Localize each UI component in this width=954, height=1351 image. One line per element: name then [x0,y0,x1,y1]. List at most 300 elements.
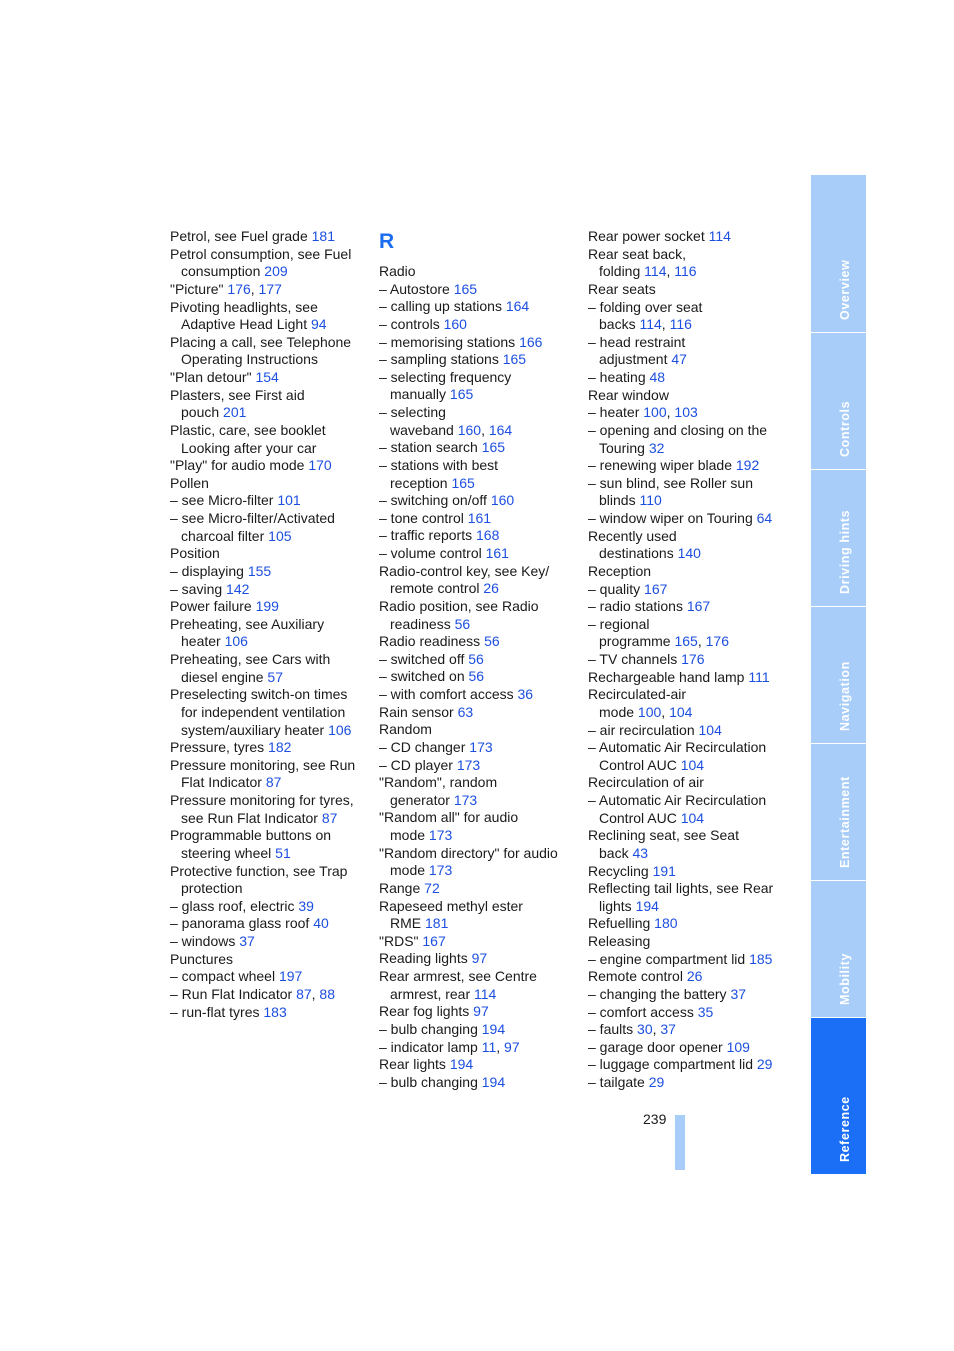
index-entry [588,792,788,827]
page-reference-link[interactable]: 176 [681,651,705,667]
index-term: Punctures [170,950,234,967]
index-entry [170,545,370,563]
page-reference-link[interactable]: 37 [660,1021,676,1038]
index-column-3 [588,228,788,1092]
index-term: Pressure, tyres [170,739,265,756]
page-reference-link[interactable]: 32 [648,439,665,456]
page-reference-link[interactable]: 180 [654,915,678,932]
index-term: – engine compartment lid [588,950,746,967]
page-reference-link[interactable]: 165 [451,474,475,491]
index-entry [588,669,788,687]
page-reference-link[interactable]: 35 [697,1003,714,1020]
index-entry [379,527,579,545]
index-entry [379,651,579,669]
index-term-continued: system/auxiliary heater [181,721,325,738]
page-reference-link[interactable]: 140 [677,545,701,562]
index-term-continued: back [599,844,629,861]
page-reference-link[interactable]: 164 [488,421,513,438]
index-entry [588,651,788,669]
index-entry [170,757,370,792]
index-entry [379,757,579,775]
index-term: Power failure [170,598,252,615]
index-entry [588,880,788,915]
page-reference-link[interactable]: 116 [669,316,692,333]
index-term: Random [379,721,432,738]
index-term: Protective function, see Trap [170,862,348,879]
index-entry [170,299,370,334]
page-reference-link[interactable]: 39 [298,897,314,914]
index-entry [379,263,579,281]
index-term-continued: mode [390,862,426,879]
page-reference-link[interactable]: 104 [669,703,693,720]
page-reference-link[interactable]: 165 [502,351,527,368]
index-entry [379,1074,579,1092]
index-term: Radio readiness [379,633,481,650]
index-term: – window wiper on Touring [588,510,753,526]
page-reference-link[interactable]: 114 [474,985,497,1002]
index-term-continued: armrest, rear [390,985,471,1002]
page-reference-link[interactable]: 167 [686,598,711,615]
page-reference-link[interactable]: 43 [632,844,649,861]
index-column-2 [379,228,579,1091]
tab-reference[interactable] [811,1018,866,1175]
index-term: Reading lights [379,950,468,967]
page-reference-link[interactable]: 154 [255,369,279,385]
index-entry [379,351,579,369]
index-entry [379,298,579,316]
tab-label: Reference [837,1096,852,1162]
index-term: "Play" for audio mode [170,457,305,474]
index-entry [170,422,370,457]
page-reference-link[interactable]: 111 [748,668,770,685]
page-reference-link[interactable]: 161 [485,545,509,561]
index-column-1 [170,228,370,1021]
page-reference-link[interactable]: 97 [471,950,488,967]
page-reference-link[interactable]: 36 [517,686,534,702]
tab-label: Mobility [837,952,852,1005]
index-term: Rear lights [379,1056,446,1073]
tab-driving-hints[interactable] [811,470,866,607]
tab-label: Overview [837,259,852,320]
index-term: – calling up stations [379,298,502,315]
index-term-continued: readiness [390,615,451,632]
page-reference-link[interactable]: 116 [674,263,697,280]
index-term: – see Micro-filter/Activated [170,510,335,526]
page-reference-link[interactable]: 29 [648,1074,665,1090]
page-reference-link[interactable]: 106 [328,721,352,738]
index-term-continued: waveband [390,421,454,438]
index-term: – luggage compartment lid [588,1056,753,1073]
index-term: Recycling [588,862,649,879]
index-term: "Random directory" for audio [379,844,558,861]
index-entry [588,774,788,792]
index-entry [170,792,370,827]
index-entry [379,898,579,933]
index-term: – see Micro-filter [170,492,274,509]
index-entry [588,528,788,563]
index-entry [170,739,370,757]
index-term: – TV channels [588,651,678,667]
index-entry [379,598,579,633]
index-entry [170,492,370,510]
page-reference-link[interactable]: 164 [505,298,530,315]
page-reference-link[interactable]: 170 [308,457,332,474]
index-term: Rain sensor [379,703,454,720]
tab-label: Entertainment [837,776,852,868]
index-term-continued: Touring [599,439,645,456]
index-entry [588,563,788,581]
tab-label: Driving hints [837,509,852,594]
page-reference-link[interactable]: 64 [756,510,773,526]
page-reference-link[interactable]: 165 [481,439,506,456]
index-term-continued: steering wheel [181,844,272,861]
index-term: – station search [379,439,478,456]
page-reference-link[interactable]: 192 [735,457,760,474]
index-term: – switching on/off [379,492,487,509]
index-term: Reclining seat, see Seat [588,827,739,844]
index-entry [588,387,788,405]
index-entry [170,686,370,739]
index-entry [588,915,788,933]
page-reference-link[interactable]: 51 [275,844,291,861]
page-reference-link[interactable]: 56 [468,668,485,685]
index-entry [379,704,579,722]
index-term: – with comfort access [379,686,514,702]
page-reference-link[interactable]: 88 [319,985,335,1002]
index-term: "Picture" [170,280,224,297]
page-reference-link[interactable]: 165 [453,280,478,297]
index-term: – selecting [379,404,446,420]
index-term: Placing a call, see Telephone [170,333,352,350]
index-entry [379,774,579,809]
page-reference-link[interactable]: 104 [680,809,705,826]
tab-mobility[interactable] [811,881,866,1018]
page-reference-link[interactable]: 11 [481,1038,497,1055]
page-reference-link[interactable]: 199 [255,598,279,615]
page-reference-link[interactable]: 191 [652,862,676,879]
index-term-continued: adjustment [599,351,668,368]
index-term-continued: consumption [181,263,261,280]
index-entry [170,369,370,387]
index-term: Radio-control key, see Key/ [379,562,550,579]
index-entry [379,845,579,880]
page-reference-link[interactable]: 37 [730,985,747,1002]
index-term: – run-flat tyres [170,1003,260,1020]
index-term: – CD changer [379,738,466,755]
index-term-continued: Control AUC [599,809,677,826]
page-reference-link[interactable]: 168 [476,527,500,544]
page-reference-link[interactable]: 160 [490,492,515,509]
index-term: Pressure monitoring for tyres, [170,792,354,808]
index-term: "Random all" for audio [379,809,519,826]
index-entry [588,1056,788,1074]
index-entry: – indicator lamp 11, 97 [379,1038,520,1055]
page-reference-link[interactable]: 87 [265,774,282,791]
index-entry [170,827,370,862]
page-reference-link[interactable]: 161 [467,509,492,526]
index-entry [588,334,788,369]
tab-label: Navigation [837,661,852,731]
page-reference-link[interactable]: 105 [268,527,292,544]
index-entry [379,880,579,898]
index-term: – regional [588,615,650,632]
index-term-continued: destinations [599,545,674,562]
index-term: – heater [588,404,640,421]
page-reference-link[interactable]: 30 [637,1021,653,1038]
index-entry [379,563,579,598]
page-reference-link[interactable]: 173 [428,827,453,843]
page-reference-link[interactable]: 197 [278,968,303,985]
index-term: Rear fog lights [379,1003,470,1020]
index-entry: "Picture" 176, 177 [170,280,282,297]
page-reference-link[interactable]: 166 [519,333,543,350]
index-term: – comfort access [588,1003,694,1020]
index-term: – switched on [379,668,465,685]
index-term-continued: reception [390,474,448,491]
index-entry [170,598,370,616]
index-entry [588,986,788,1004]
index-entry [170,246,370,281]
index-term: – quality [588,580,641,597]
index-entry [588,863,788,881]
page-reference-link[interactable]: 181 [425,915,449,932]
page-reference-link[interactable]: 173 [453,791,478,808]
page-reference-link[interactable]: 56 [468,650,484,667]
page-reference-link[interactable]: 103 [674,404,698,421]
index-entry [379,686,579,704]
page-reference-link[interactable]: 106 [224,633,248,650]
index-term: – renewing wiper blade [588,457,732,474]
index-entry [170,651,370,686]
page-reference-link[interactable]: 194 [449,1056,474,1073]
index-entry [379,950,579,968]
index-entry: – faults 30, 37 [588,1021,676,1038]
page-reference-link[interactable]: 114 [708,228,731,244]
page-reference-link[interactable]: 63 [457,703,474,720]
index-term: – indicator lamp [379,1038,478,1055]
index-entry [588,722,788,740]
index-term: – switched off [379,650,465,667]
index-term: – panorama glass roof [170,915,310,932]
index-term-continued: backs [599,316,636,333]
page-reference-link[interactable]: 183 [263,1003,287,1020]
page-reference-link[interactable]: 109 [726,1038,750,1055]
index-term: – stations with best [379,456,499,473]
index-entry [588,422,788,457]
index-term: – controls [379,315,440,332]
index-term-continued: mode [599,703,635,720]
page-reference-link[interactable]: 181 [311,228,335,244]
index-term: – displaying [170,562,244,579]
tab-navigation[interactable] [811,607,866,744]
index-term-continued: protection [181,880,243,897]
index-term: – head restraint [588,333,686,350]
page-reference-link[interactable]: 185 [749,950,773,967]
index-term: Programmable buttons on [170,827,332,844]
page-reference-link[interactable]: 26 [483,580,499,597]
page-reference-link[interactable]: 87 [296,985,312,1002]
index-term: Pivoting headlights, see [170,298,318,315]
page-reference-link[interactable]: 167 [644,580,668,597]
index-term-continued: remote control [390,580,480,597]
page-reference-link[interactable]: 165 [449,386,474,403]
page-reference-link[interactable]: 142 [226,580,250,597]
index-term: – folding over seat [588,298,703,315]
index-term-continued: mode [390,827,426,843]
index-term: – memorising stations [379,333,516,350]
index-entry [170,951,370,969]
page-reference-link[interactable]: 29 [756,1056,773,1073]
page-reference-link[interactable]: 209 [264,263,288,280]
page-reference-link[interactable]: 87 [321,809,338,826]
index-term: – garage door opener [588,1038,723,1055]
index-term-continued: see Run Flat Indicator [181,809,318,826]
index-term: "Random", random [379,774,498,791]
index-letter-heading: R [379,230,395,253]
page-reference-link[interactable]: 155 [247,562,272,579]
index-term: – changing the battery [588,985,727,1002]
index-term: Rapeseed methyl ester [379,897,523,914]
page-reference-link[interactable]: 114 [639,316,662,333]
index-term: – saving [170,580,223,597]
index-term: Radio [379,263,416,279]
index-entry [588,369,788,387]
index-entry [379,809,579,844]
index-term: Position [170,545,220,562]
index-entry [379,510,579,528]
index-term: – faults [588,1021,634,1038]
page-reference-link[interactable]: 72 [424,879,440,896]
index-term-continued: diesel engine [181,668,264,685]
index-entry [170,915,370,933]
index-entry [379,668,579,686]
index-entry [588,968,788,986]
index-term-continued: pouch [181,404,220,421]
tab-controls[interactable] [811,333,866,470]
index-term: Pressure monitoring, see Run [170,756,356,773]
index-term: – tailgate [588,1074,645,1090]
index-entry [379,739,579,757]
index-entry [588,598,788,616]
index-term-continued: generator [390,791,450,808]
index-term: Plasters, see First aid [170,386,305,403]
tab-label: Controls [837,400,852,457]
index-entry [379,545,579,563]
index-entry: Recirculated-air mode 100, 104 [588,686,693,720]
index-term: – sampling stations [379,351,499,368]
page-reference-link[interactable]: 173 [469,738,493,755]
index-entry [379,633,579,651]
page-reference-link[interactable]: 194 [481,1073,506,1090]
index-entry [379,457,579,492]
page-reference-link[interactable]: 37 [239,933,255,949]
index-entry [170,968,370,986]
page-reference-link[interactable]: 173 [456,756,481,773]
page-reference-link[interactable]: 57 [267,668,283,685]
page-reference-link[interactable]: 100 [637,703,662,720]
tab-entertainment[interactable] [811,744,866,881]
index-entry [588,933,788,951]
index-entry [588,951,788,969]
page-reference-link[interactable]: 56 [484,633,500,650]
page-reference-link[interactable]: 97 [473,1003,489,1020]
index-entry [170,457,370,475]
index-entry [379,334,579,352]
index-term: – volume control [379,545,482,561]
index-term-continued: charcoal filter [181,527,265,544]
page-number: 239 [643,1111,667,1127]
index-term: Preheating, see Auxiliary [170,615,325,632]
index-entry [379,1003,579,1021]
index-entry [379,281,579,299]
page-reference-link[interactable]: 104 [680,756,705,773]
index-term: – CD player [379,756,453,773]
page-reference-link[interactable]: 100 [643,404,667,421]
page-marker-bar [675,1115,685,1170]
index-term-continued: folding [599,263,641,280]
page-reference-link[interactable]: 48 [649,369,666,385]
index-entry [379,369,579,404]
index-entry [170,1004,370,1022]
page-reference-link[interactable]: 167 [422,932,446,949]
index-entry [379,721,579,739]
page-reference-link[interactable]: 194 [635,897,659,914]
index-term-continued: programme [599,633,671,650]
page-reference-link[interactable]: 110 [639,492,662,509]
page-reference-link[interactable]: 160 [443,315,467,332]
index-entry [588,510,788,528]
index-term: Refuelling [588,915,651,932]
page-reference-link[interactable]: 182 [268,739,292,756]
index-entry: – heater 100, 103 [588,404,698,421]
index-entry: – regional programme 165, 176 [588,615,729,650]
index-term: Releasing [588,933,651,949]
index-term: – bulb changing [379,1073,478,1090]
page-reference-link[interactable]: 165 [674,633,698,650]
page-reference-link[interactable]: 160 [457,421,482,438]
index-term: Remote control [588,968,683,985]
page-reference-link[interactable]: 101 [277,492,301,509]
page-reference-link[interactable]: 104 [698,721,722,738]
page-reference-link[interactable]: 56 [454,615,471,632]
index-term: Rear window [588,386,669,403]
index-entry [588,1004,788,1022]
page-reference-link[interactable]: 201 [223,404,247,421]
page-reference-link[interactable]: 40 [313,915,329,932]
tab-overview[interactable] [811,175,866,333]
page-reference-link[interactable]: 176 [705,633,729,650]
page-reference-link[interactable]: 97 [504,1038,520,1055]
index-term: – tone control [379,509,464,526]
page-reference-link[interactable]: 177 [258,280,282,297]
index-entry [170,510,370,545]
page-reference-link[interactable]: 114 [644,263,667,280]
index-term: Recirculated-air [588,686,687,703]
page-reference-link[interactable]: 47 [671,351,687,368]
index-term: Recently used [588,527,677,544]
page-reference-link[interactable]: 176 [227,280,251,297]
page-reference-link[interactable]: 94 [310,316,327,333]
page-reference-link[interactable]: 26 [686,968,703,985]
index-entry [379,492,579,510]
index-entry [170,581,370,599]
index-term: Plastic, care, see booklet [170,421,326,438]
index-term: Pollen [170,474,209,491]
page-reference-link[interactable]: 194 [481,1020,506,1037]
page-reference-link[interactable]: 173 [428,862,453,879]
index-entry [379,968,579,1003]
index-term-continued: for independent ventilation [181,703,346,720]
